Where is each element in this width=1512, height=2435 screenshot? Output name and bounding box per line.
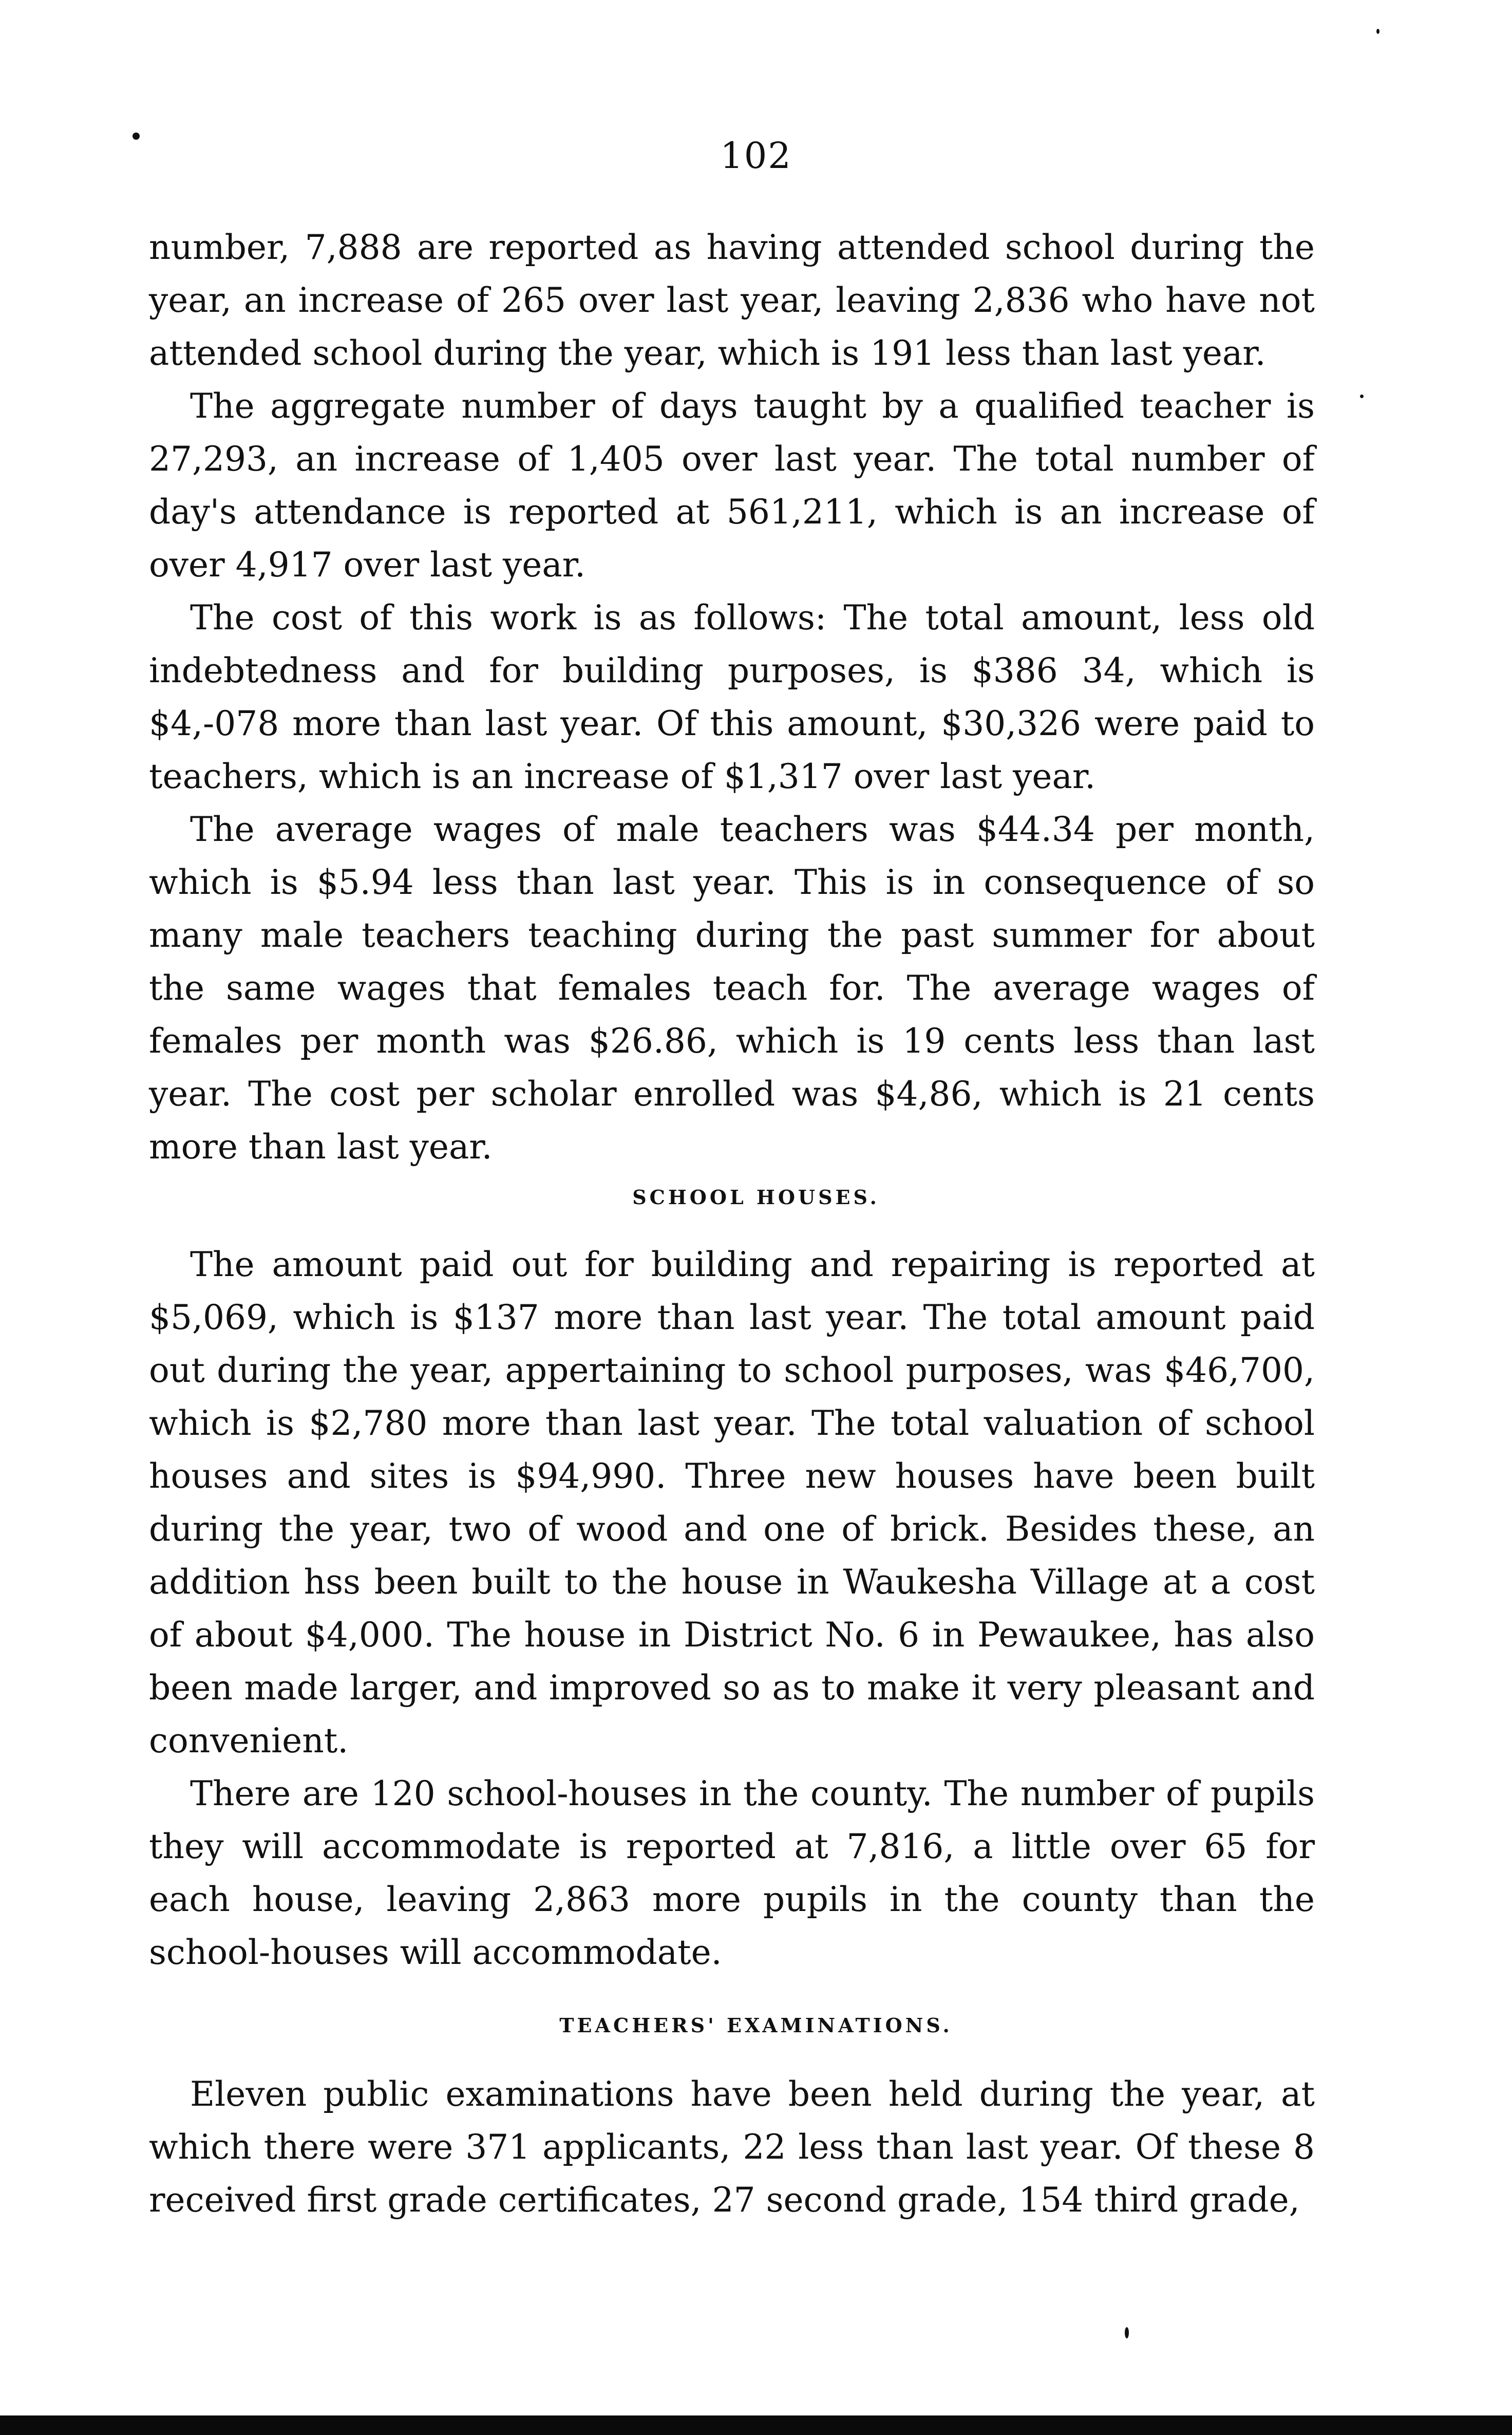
paragraph-building: The amount paid out for building and repairing is reported at $5,069, which is $137 more than last year. The total amount paid out during the year, appertaining to school purposes, was $46,700, which is $2,780 more than last year. The total valuation of school houses and sites is $94,990. Three new houses have been built during the year, two of wood and one of brick. Besides these, an addition hss been built to the house in Waukesha Village at a cost of about $4,000. The house in District No. 6 in Pewaukee, has also been made larger, and improved so as to make it very pleasant and convenient. — [149, 1245, 1315, 1760]
paragraph-cost: The cost of this work is as follows: The total amount, less old indebtedness and for building purposes, is $386 34, which is $4,-078 more than last year. Of this amount, $30,326 were paid to teachers, which is an increase of $1,317 over last year. — [149, 598, 1315, 796]
body-section-3 — [149, 2068, 1315, 2226]
ink-speck — [1360, 395, 1364, 398]
paragraph-wages: The average wages of male teachers was $44.34 per month, which is $5.94 less than last year. This is in consequence of so many male teachers teaching during the past summer for about the same wages that females teach for. The average wages of females per month was $26.86, which is 19 cents less than last year. The cost per scholar enrolled was $4,86, which is 21 cents more than last year. — [149, 810, 1315, 1167]
ink-speck — [1125, 2327, 1129, 2338]
ink-speck — [133, 133, 140, 140]
paragraph-school-houses-count: There are 120 school-houses in the county. The number of pupils they will accommodate is reported at 7,816, a little over 65 for each house, leaving 2,863 more pupils in the county than the school-houses will accommodate. — [149, 1774, 1315, 1972]
ink-speck — [1376, 29, 1379, 34]
body-section-1 — [149, 221, 1315, 1173]
heading-school-houses: SCHOOL HOUSES. — [632, 1186, 880, 1209]
paragraph-attendance: number, 7,888 are reported as having attended school during the year, an increase of 265 over last year, leaving 2,836 who have not attended school during the year, which is 191 less than last year. — [149, 228, 1315, 373]
page-number: 102 — [720, 135, 792, 177]
paragraph-examinations: Eleven public examinations have been held during the year, at which there were 371 applicants, 22 less than last year. Of these 8 received first grade certificates, 27 second grade, 154 third grade, — [149, 2074, 1315, 2220]
scan-border-bottom — [0, 2415, 1512, 2435]
heading-teachers-examinations: TEACHERS' EXAMINATIONS. — [559, 2014, 953, 2037]
body-section-2 — [149, 1238, 1315, 1979]
paragraph-days-taught: The aggregate number of days taught by a qualified teacher is 27,293, an increase of 1,405 over last year. The total number of day's attendance is reported at 561,211, which is an increase of over 4,917 over last year. — [149, 386, 1315, 585]
